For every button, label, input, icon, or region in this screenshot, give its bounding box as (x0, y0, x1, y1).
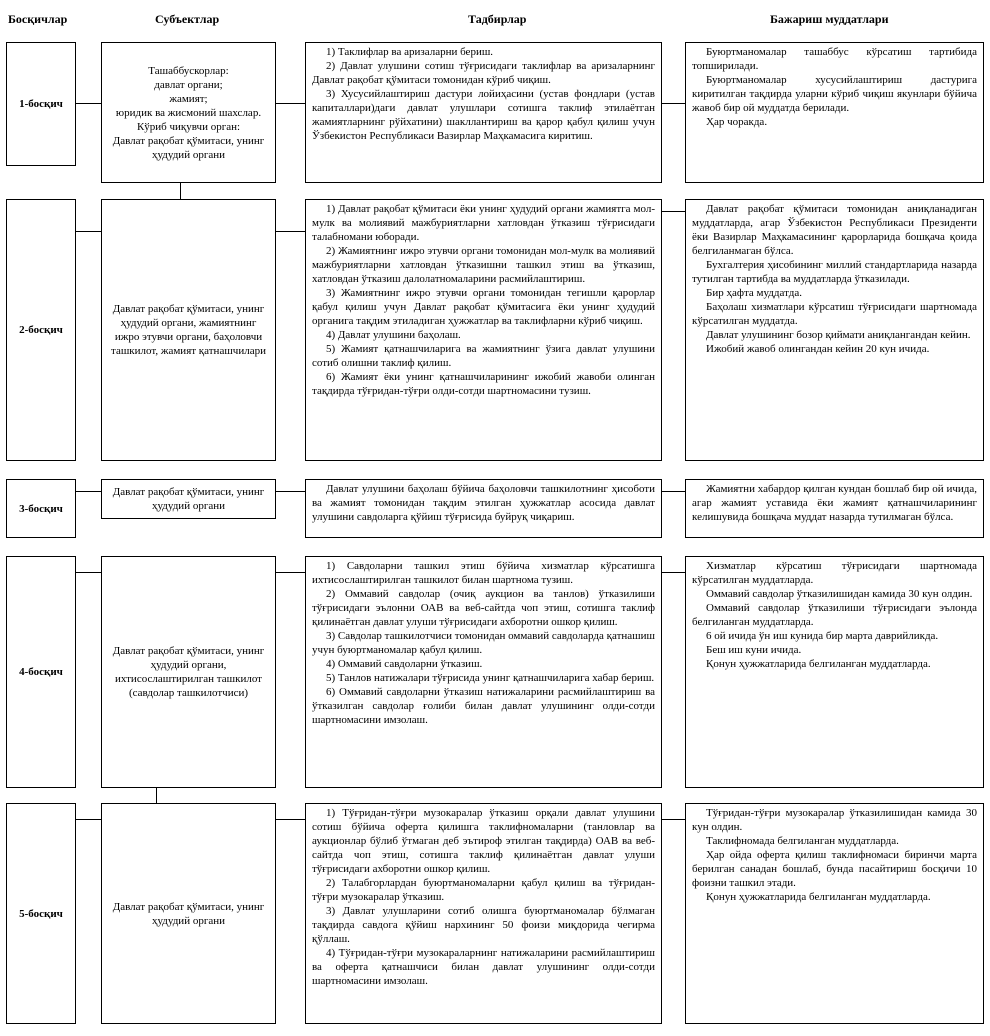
deadline-item: Ҳар чоракда. (706, 116, 768, 128)
stage-1-events (305, 42, 662, 183)
event-item: 4) Давлат улушини баҳолаш. (326, 329, 461, 341)
stage-2-subjects (101, 199, 276, 461)
event-item: 3) Жамиятнинг ижро этувчи органи томонидан тегишли қарорлар қабул қилиш учун Давлат рақобат қўмитасига ёки унинг ҳудудий органига тақдим этиладиган ҳужжатлар ва таклифларни кўриб чиқиш. (312, 287, 655, 327)
event-item: 3) Савдолар ташкилотчиси томонидан оммавий савдоларда қатнашиш учун буюртманомалар қабул қилиш. (312, 630, 655, 656)
deadline-item: Ҳар ойда оферта қилиш таклифномаси биринчи марта берилган санадан бошлаб, бунда пасайтириш босқичи 10 фоизни ташкил этади. (692, 849, 977, 889)
stage-3-label: 3-босқич (19, 502, 63, 515)
connector (276, 572, 305, 573)
stage-4-events (305, 556, 662, 788)
stage-3-deadlines (685, 479, 984, 538)
deadline-item: Оммавий савдолар ўтказилиши тўғрисидаги эълонда белгиланган муддатларда. (692, 602, 977, 628)
connector (276, 231, 305, 232)
connector (662, 819, 685, 820)
event-item: 2) Оммавий савдолар (очиқ аукцион ва танлов) ўтказилиши тўғрисидаги эълонни ОАВ ва веб-сайтда чоп этиш, сотишга таклиф қилинаётган давлат улуши тўғрисидаги ахборотни ошкор қилиш. (312, 588, 655, 628)
subject-line: жамият; (169, 92, 208, 105)
connector (76, 103, 101, 104)
deadline-item: Баҳолаш хизматлари кўрсатиш тўғрисидаги шартномада кўрсатилган муддатда. (692, 301, 977, 327)
stage-5-events (305, 803, 662, 1024)
connector (276, 819, 305, 820)
deadline-item: Хизматлар кўрсатиш тўғрисидаги шартномада кўрсатилган муддатларда. (692, 560, 977, 586)
stage-5-subjects (101, 803, 276, 1024)
deadline-item: Давлат улушининг бозор қиймати аниқлангандан кейин. (706, 329, 971, 341)
event-item: 5) Жамият қатнашчиларига ва жамиятнинг ўзига давлат улушини сотиб олишни таклиф қилиш. (312, 343, 655, 369)
deadline-item: Қонун ҳужжатларида белгиланган муддатларда. (706, 658, 931, 670)
subject-line: Давлат рақобат қўмитаси, унинг ҳудудий органи (112, 900, 265, 927)
event-item: 1) Давлат рақобат қўмитаси ёки унинг ҳудудий органи жамиятга мол-мулк ва молиявий мажбуриятларни хатловдан ўтказиш тўғрисидаги талабномани юборади. (312, 203, 655, 243)
connector (76, 491, 101, 492)
event-item: 4) Тўғридан-тўғри музокараларнинг натижаларини расмийлаштириш ва оферта қатнашчиси билан давлат улушининг олди-сотди шартномасини имзолаш. (312, 947, 655, 987)
event-item: 2) Талабгорлардан буюртманомаларни қабул қилиш ва тўғридан-тўғри музокаралар ўтказиш. (312, 877, 655, 903)
stage-5-deadlines (685, 803, 984, 1024)
deadline-item: Бухгалтерия ҳисобининг миллий стандартларида назарда тутилган тартибда ва муддатларда ўтказилади. (692, 259, 977, 285)
stage-4-subjects (101, 556, 276, 788)
stage-1-subjects (101, 42, 276, 183)
connector (76, 572, 101, 573)
header-events: Тадбирлар (468, 12, 527, 26)
deadline-item: Таклифномада белгиланган муддатларда. (706, 835, 899, 847)
stage-3-box (6, 479, 76, 538)
stage-2-label: 2-босқич (19, 324, 63, 336)
event-item: 2) Давлат улушини сотиш тўғрисидаги таклифлар ва аризаларнинг Давлат рақобат қўмитаси томонидан кўриб чиқиш. (312, 60, 655, 86)
subject-line: Давлат рақобат қўмитаси, унинг ҳудудий органи (112, 134, 265, 161)
header-stages: Босқичлар (8, 12, 68, 26)
connector (662, 103, 685, 104)
event-item: 1) Савдоларни ташкил этиш бўйича хизматлар кўрсатишга ихтисослаштирилган ташкилот билан шартнома тузиш. (312, 560, 655, 586)
event-item: 4) Оммавий савдоларни ўтказиш. (326, 658, 483, 670)
stage-1-label: 1-босқич (19, 98, 63, 110)
connector (662, 572, 685, 573)
deadline-item: Тўғридан-тўғри музокаралар ўтказилишидан камида 30 кун олдин. (692, 807, 977, 833)
deadline-item: Ижобий жавоб олингандан кейин 20 кун ичида. (706, 343, 930, 355)
event-item: 3) Давлат улушларини сотиб олишга буюртманомалар бўлмаган тақдирда савдога қўйиш нархининг 50 фоизи миқдорида чегирма қўллаш. (312, 905, 655, 945)
stage-4-box (6, 556, 76, 788)
stage-1-deadlines (685, 42, 984, 183)
event-item: 1) Тўғридан-тўғри музокаралар ўтказиш орқали давлат улушини сотиш бўйича оферта қилишга таклифномаларни (танловлар ва аукционлар бўлиб ўтмаган деб эътироф этилган тақдирда) ОАВ ва веб-сайтда чоп этиш, сотишга таклиф қилинаётган давлат улуши тўғрисидаги ахборотни ошкор қилиш. (312, 807, 655, 875)
deadline-item: Жамиятни хабардор қилган кундан бошлаб бир ой ичида, агар жамият уставида ёки жамият қатнашчиларининг келишувида бошқача муддат назарда тутилмаган бўлса. (692, 483, 977, 523)
stage-3-subjects (101, 479, 276, 519)
subject-line: давлат органи; (154, 78, 223, 91)
deadline-item: Беш иш куни ичида. (706, 644, 802, 656)
connector (276, 491, 305, 492)
deadline-item: Оммавий савдолар ўтказилишидан камида 30 кун олдин. (706, 588, 973, 600)
event-item: 6) Жамият ёки унинг қатнашчиларининг ижобий жавоби олинган тақдирда тўғридан-тўғри олди-сотди шартномасини тузиш. (312, 371, 655, 397)
event-item: 6) Оммавий савдоларни ўтказиш натижаларини расмийлаштириш ва ўтказилган савдолар ғолиби билан давлат улушининг олди-сотди шартномасини имзолаш. (312, 686, 655, 726)
event-item: 2) Жамиятнинг ижро этувчи органи томонидан мол-мулк ва молиявий мажбуриятларни хатловдан ўтказишни ташкил этиш ва ўтказиш, хатловдан ўтказиш далолатномаларини расмийлаштириш. (312, 245, 655, 285)
connector (276, 103, 305, 104)
deadline-item: Давлат рақобат қўмитаси томонидан аниқланадиган муддатларда, агар Ўзбекистон Республикаси Президенти ёки Вазирлар Маҳкамасининг қарорларида бошқача қоида белгиланмаган бўлса. (692, 203, 977, 257)
deadline-item: 6 ой ичида ўн иш кунида бир марта даврийликда. (706, 630, 939, 642)
connector (180, 183, 181, 199)
stage-2-events (305, 199, 662, 461)
deadline-item: Буюртманомалар хусусийлаштириш дастурига киритилган тақдирда уларни кўриб чиқиш якунлари бўйича жавоб бир ой муддатда берилади. (692, 74, 977, 114)
stage-1-box (6, 42, 76, 166)
stage-3-events (305, 479, 662, 538)
subject-line: Давлат рақобат қўмитаси, унинг ҳудудий органи, ихтисослаштирилган ташкилот (савдолар ташкилотчиси) (112, 645, 265, 699)
subject-line: юридик ва жисмоний шахслар. (115, 106, 262, 119)
subject-line: Давлат рақобат қўмитаси, унинг ҳудудий органи (112, 486, 265, 512)
stage-4-label: 4-босқич (19, 666, 63, 678)
connector (156, 788, 157, 803)
stage-2-box (6, 199, 76, 461)
connector (662, 211, 685, 212)
stage-5-box (6, 803, 76, 1024)
event-item: 1) Таклифлар ва аризаларни бериш. (326, 46, 494, 58)
subject-line: Давлат рақобат қўмитаси, унинг ҳудудий органи, жамиятнинг ижро этувчи органи, баҳоловчи ташкилот, жамият қатнашчилари (111, 303, 266, 357)
stage-5-label: 5-босқич (19, 907, 63, 920)
stage-4-deadlines (685, 556, 984, 788)
event-item: 3) Хусусийлаштириш дастури лойиҳасини (устав фондлари (устав капиталлари)даги давлат улушлари сотишга таклиф этилаётган жамиятларнинг рўйхатини) шакллантириш ва қарор қабул қилиш учун Ўзбекистон Республикаси Вазирлар Маҳкамасига киритиш. (312, 88, 655, 142)
header-deadlines: Бажариш муддатлари (770, 12, 889, 26)
connector (76, 819, 101, 820)
event-item: Давлат улушини баҳолаш бўйича баҳоловчи ташкилотнинг ҳисоботи ва жамият томонидан тақдим этилган ҳужжатлар асосида давлат улушини савдоларга қўйиш тўғрисида буйруқ чиқариш. (312, 483, 655, 523)
deadline-item: Буюртманомалар ташаббус кўрсатиш тартибида топширилади. (692, 46, 977, 72)
connector (76, 231, 101, 232)
deadline-item: Қонун ҳужжатларида белгиланган муддатларда. (706, 891, 931, 903)
event-item: 5) Танлов натижалари тўғрисида унинг қатнашчиларига хабар бериш. (326, 672, 655, 684)
subject-line: Кўриб чиқувчи орган: (136, 120, 241, 133)
subject-line: Ташаббускорлар: (148, 64, 229, 77)
connector (662, 491, 685, 492)
header-subjects: Субъектлар (155, 12, 220, 26)
deadline-item: Бир ҳафта муддатда. (706, 287, 802, 299)
stage-2-deadlines (685, 199, 984, 461)
